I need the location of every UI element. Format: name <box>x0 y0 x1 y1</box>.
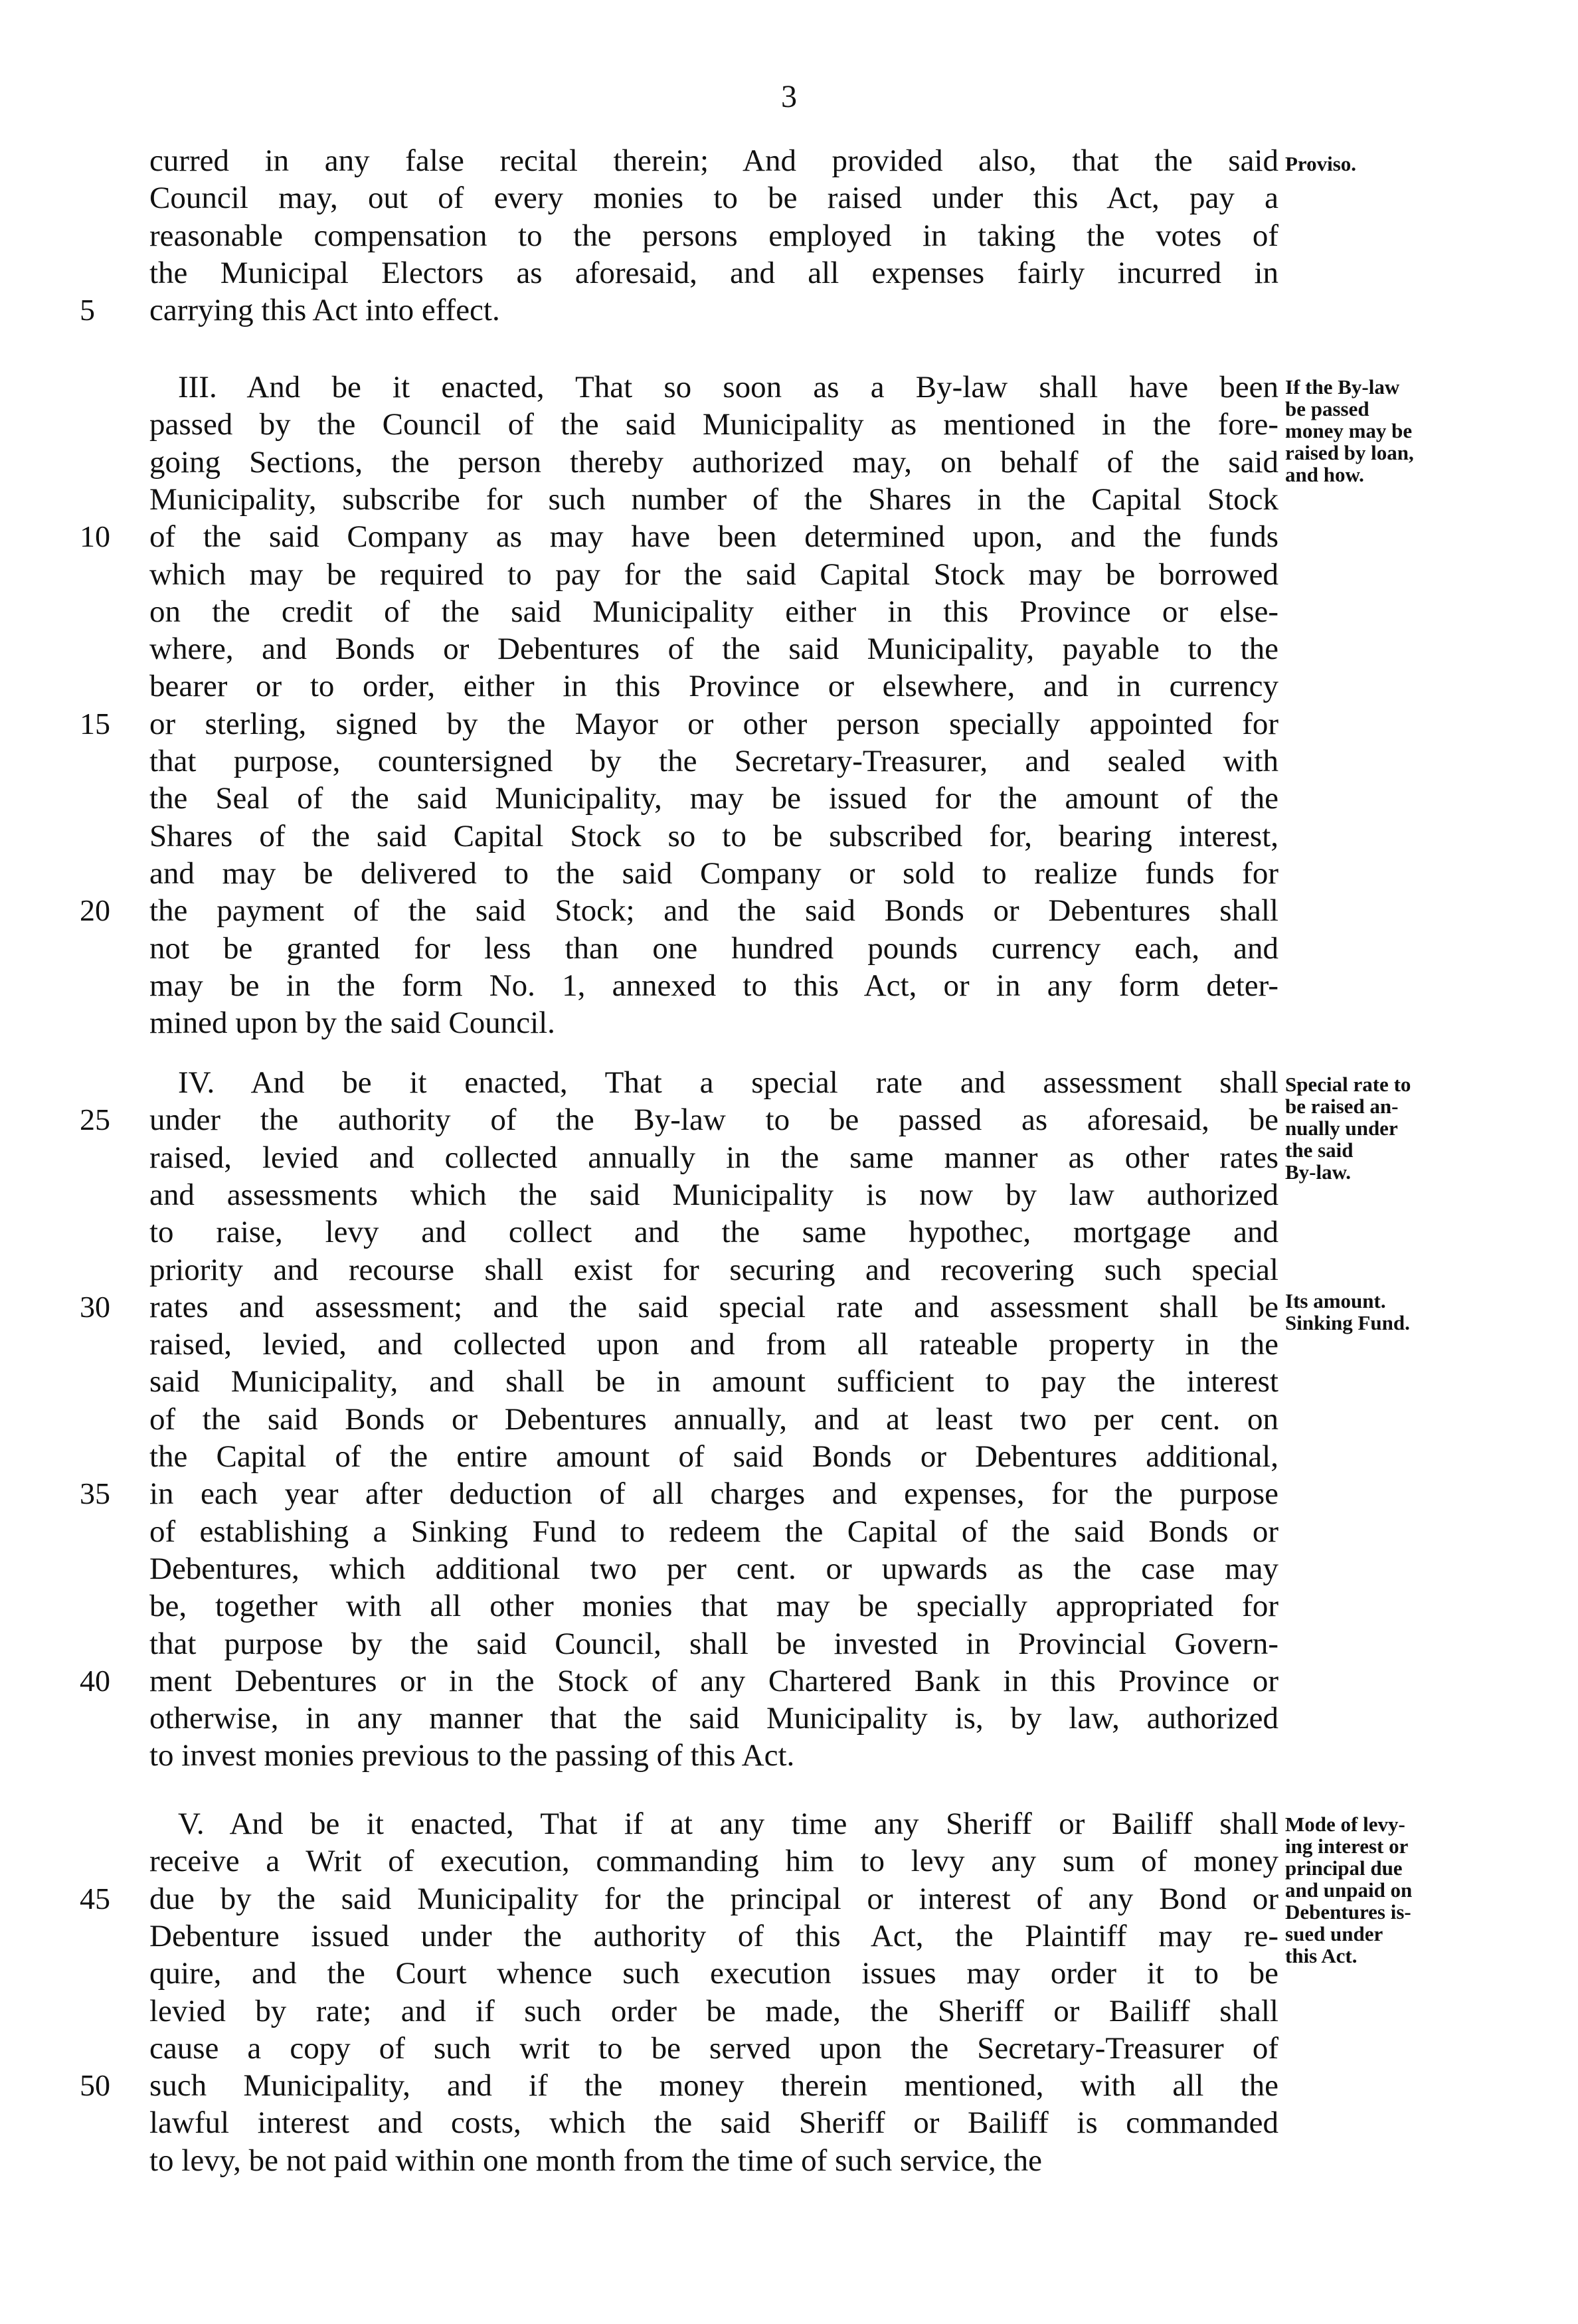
line-text: reasonable compensation to the persons employed in taking the votes of <box>149 219 1278 253</box>
line-number: 25 <box>80 1103 110 1136</box>
side-note-line: If the By-law <box>1285 375 1400 399</box>
line-text: raised, levied and collected annually in the same manner as other rates <box>149 1140 1278 1175</box>
side-note <box>1285 1290 1478 1334</box>
line-text: such Municipality, and if the money therein mentioned, with all the <box>149 2068 1278 2103</box>
line-text: and assessments which the said Municipality is now by law authorized <box>149 1178 1278 1212</box>
text-line <box>0 179 1578 217</box>
line-text: of the said Company as may have been determined upon, and the funds <box>149 519 1278 554</box>
text-line <box>0 1993 1578 2030</box>
side-note-line: nually under <box>1285 1117 1398 1140</box>
line-text: mined upon by the said Council. <box>149 1006 555 1040</box>
line-text: bearer or to order, either in this Province or elsewhere, and in currency <box>149 669 1278 703</box>
line-text: Debenture issued under the authority of this Act, the Plaintiff may re- <box>149 1919 1278 1953</box>
line-number: 50 <box>80 2068 110 2102</box>
line-text: going Sections, the person thereby authorized may, on behalf of the said <box>149 445 1278 480</box>
line-text: or sterling, signed by the Mayor or other person specially appointed for <box>149 707 1278 741</box>
text-line <box>0 217 1578 254</box>
line-text: to raise, levy and collect and the same hypothec, mortgage and <box>149 1215 1278 1249</box>
line-text: on the credit of the said Municipality either in this Province or else- <box>149 594 1278 629</box>
line-text: rates and assessment; and the said special rate and assessment shall be <box>149 1290 1278 1324</box>
text-line <box>0 481 1578 518</box>
text-line <box>0 1587 1578 1625</box>
line-text: carrying this Act into effect. <box>149 293 500 327</box>
text-line <box>0 1700 1578 1737</box>
line-text: receive a Writ of execution, commanding him to levy any sum of money <box>149 1844 1278 1878</box>
text-line <box>0 1213 1578 1251</box>
line-text: curred in any false recital therein; And provided also, that the said <box>149 143 1278 178</box>
line-number: 40 <box>80 1664 110 1698</box>
line-text: cause a copy of such writ to be served upon the Secretary-Treasurer of <box>149 2031 1278 2066</box>
side-note-line: be raised an- <box>1285 1095 1399 1118</box>
text-line <box>0 1363 1578 1400</box>
line-text: quire, and the Court whence such execution issues may order it to be <box>149 1956 1278 1991</box>
text-line <box>0 1625 1578 1662</box>
side-note-line: and how. <box>1285 463 1364 486</box>
text-line <box>0 743 1578 780</box>
text-line <box>0 1251 1578 1289</box>
side-note-line: sued under <box>1285 1922 1383 1945</box>
text-line <box>0 1004 1578 1041</box>
line-text: the payment of the said Stock; and the said Bonds or Debentures shall <box>149 893 1278 928</box>
line-text: Debentures, which additional two per cent. or upwards as the case may <box>149 1552 1278 1586</box>
page-number: 3 <box>781 79 797 114</box>
side-note <box>1285 153 1478 175</box>
side-note <box>1285 1073 1478 1183</box>
side-note-line: be passed <box>1285 397 1369 420</box>
line-text: to invest monies previous to the passing of this Act. <box>149 1738 795 1773</box>
line-text: III. And be it enacted, That so soon as a By-law shall have been <box>178 370 1278 404</box>
text-line <box>0 2030 1578 2067</box>
line-text: V. And be it enacted, That if at any time any Sheriff or Bailiff shall <box>178 1807 1278 1841</box>
line-text: the Capital of the entire amount of said Bonds or Debentures additional, <box>149 1439 1278 1474</box>
line-number: 20 <box>80 893 110 927</box>
line-number: 5 <box>80 293 95 327</box>
text-line <box>0 1513 1578 1550</box>
side-note-line: Its amount. <box>1285 1289 1386 1312</box>
text-line <box>0 1662 1578 1700</box>
line-text: otherwise, in any manner that the said Municipality is, by law, authorized <box>149 1701 1278 1736</box>
line-text: of the said Bonds or Debentures annually, and at least two per cent. on <box>149 1402 1278 1437</box>
line-text: in each year after deduction of all charges and expenses, for the purpose <box>149 1476 1278 1511</box>
line-text: lawful interest and costs, which the said Sheriff or Bailiff is commanded <box>149 2105 1278 2140</box>
line-text: be, together with all other monies that may be specially appropriated for <box>149 1589 1278 1623</box>
line-text: may be in the form No. 1, annexed to this Act, or in any form deter- <box>149 968 1278 1003</box>
text-line <box>0 292 1578 329</box>
text-line <box>0 2142 1578 2179</box>
text-line <box>0 855 1578 892</box>
text-line <box>0 705 1578 743</box>
text-line <box>0 1550 1578 1587</box>
line-number: 35 <box>80 1476 110 1510</box>
line-text: to levy, be not paid within one month from the time of such service, the <box>149 2143 1042 2178</box>
side-note-line: By-law. <box>1285 1160 1352 1184</box>
text-line <box>0 1737 1578 1774</box>
side-note-line: Mode of levy- <box>1285 1813 1405 1836</box>
side-note-line: raised by loan, <box>1285 441 1414 464</box>
line-text: not be granted for less than one hundred pounds currency each, and <box>149 931 1278 966</box>
text-line <box>0 892 1578 929</box>
text-line <box>0 2067 1578 2104</box>
text-line <box>0 930 1578 967</box>
side-note-line: Special rate to <box>1285 1073 1411 1096</box>
text-line <box>0 967 1578 1004</box>
line-text: that purpose by the said Council, shall be invested in Provincial Govern- <box>149 1627 1278 1661</box>
line-text: raised, levied, and collected upon and from all rateable property in the <box>149 1327 1278 1362</box>
line-text: levied by rate; and if such order be made, the Sheriff or Bailiff shall <box>149 1994 1278 2028</box>
text-line <box>0 818 1578 855</box>
side-note-line: and unpaid on <box>1285 1878 1413 1902</box>
text-line <box>0 1438 1578 1475</box>
side-note-line: this Act. <box>1285 1944 1358 1967</box>
side-note-line: ing interest or <box>1285 1834 1409 1858</box>
text-line <box>0 556 1578 593</box>
side-note-line: principal due <box>1285 1856 1403 1880</box>
line-text: said Municipality, and shall be in amount sufficient to pay the interest <box>149 1364 1278 1399</box>
text-line <box>0 2104 1578 2141</box>
side-note-line: money may be <box>1285 419 1413 442</box>
line-text: IV. And be it enacted, That a special rate and assessment shall <box>178 1065 1278 1100</box>
side-note <box>1285 376 1478 486</box>
line-text: Municipality, subscribe for such number of the Shares in the Capital Stock <box>149 482 1278 517</box>
text-line <box>0 668 1578 705</box>
line-text: priority and recourse shall exist for securing and recovering such special <box>149 1253 1278 1287</box>
side-note <box>1285 1813 1478 1967</box>
line-text: that purpose, countersigned by the Secretary-Treasurer, and sealed with <box>149 744 1278 778</box>
side-note-line: Debentures is- <box>1285 1900 1411 1923</box>
line-text: the Municipal Electors as aforesaid, and all expenses fairly incurred in <box>149 256 1278 290</box>
line-number: 15 <box>80 707 110 741</box>
line-text: Shares of the said Capital Stock so to be subscribed for, bearing interest, <box>149 819 1278 853</box>
text-line <box>0 254 1578 292</box>
line-text: Council may, out of every monies to be raised under this Act, pay a <box>149 181 1278 215</box>
line-text: where, and Bonds or Debentures of the said Municipality, payable to the <box>149 632 1278 666</box>
line-text: ment Debentures or in the Stock of any Chartered Bank in this Province or <box>149 1664 1278 1698</box>
line-text: passed by the Council of the said Municipality as mentioned in the fore- <box>149 407 1278 442</box>
line-text: under the authority of the By-law to be passed as aforesaid, be <box>149 1103 1278 1137</box>
line-number: 30 <box>80 1290 110 1324</box>
side-note-line: Sinking Fund. <box>1285 1311 1410 1334</box>
text-line <box>0 780 1578 817</box>
line-text: and may be delivered to the said Company or sold to realize funds for <box>149 856 1278 891</box>
side-note-line: the said <box>1285 1138 1354 1162</box>
line-text: of establishing a Sinking Fund to redeem the Capital of the said Bonds or <box>149 1514 1278 1549</box>
text-line <box>0 518 1578 555</box>
text-line <box>0 1475 1578 1512</box>
line-text: which may be required to pay for the said Capital Stock may be borrowed <box>149 557 1278 592</box>
line-text: due by the said Municipality for the principal or interest of any Bond or <box>149 1882 1278 1916</box>
text-line <box>0 630 1578 668</box>
text-line <box>0 593 1578 630</box>
line-text: the Seal of the said Municipality, may be issued for the amount of the <box>149 781 1278 816</box>
line-number: 45 <box>80 1882 110 1916</box>
text-line <box>0 1401 1578 1438</box>
side-note-line: Proviso. <box>1285 152 1357 175</box>
line-number: 10 <box>80 519 110 553</box>
